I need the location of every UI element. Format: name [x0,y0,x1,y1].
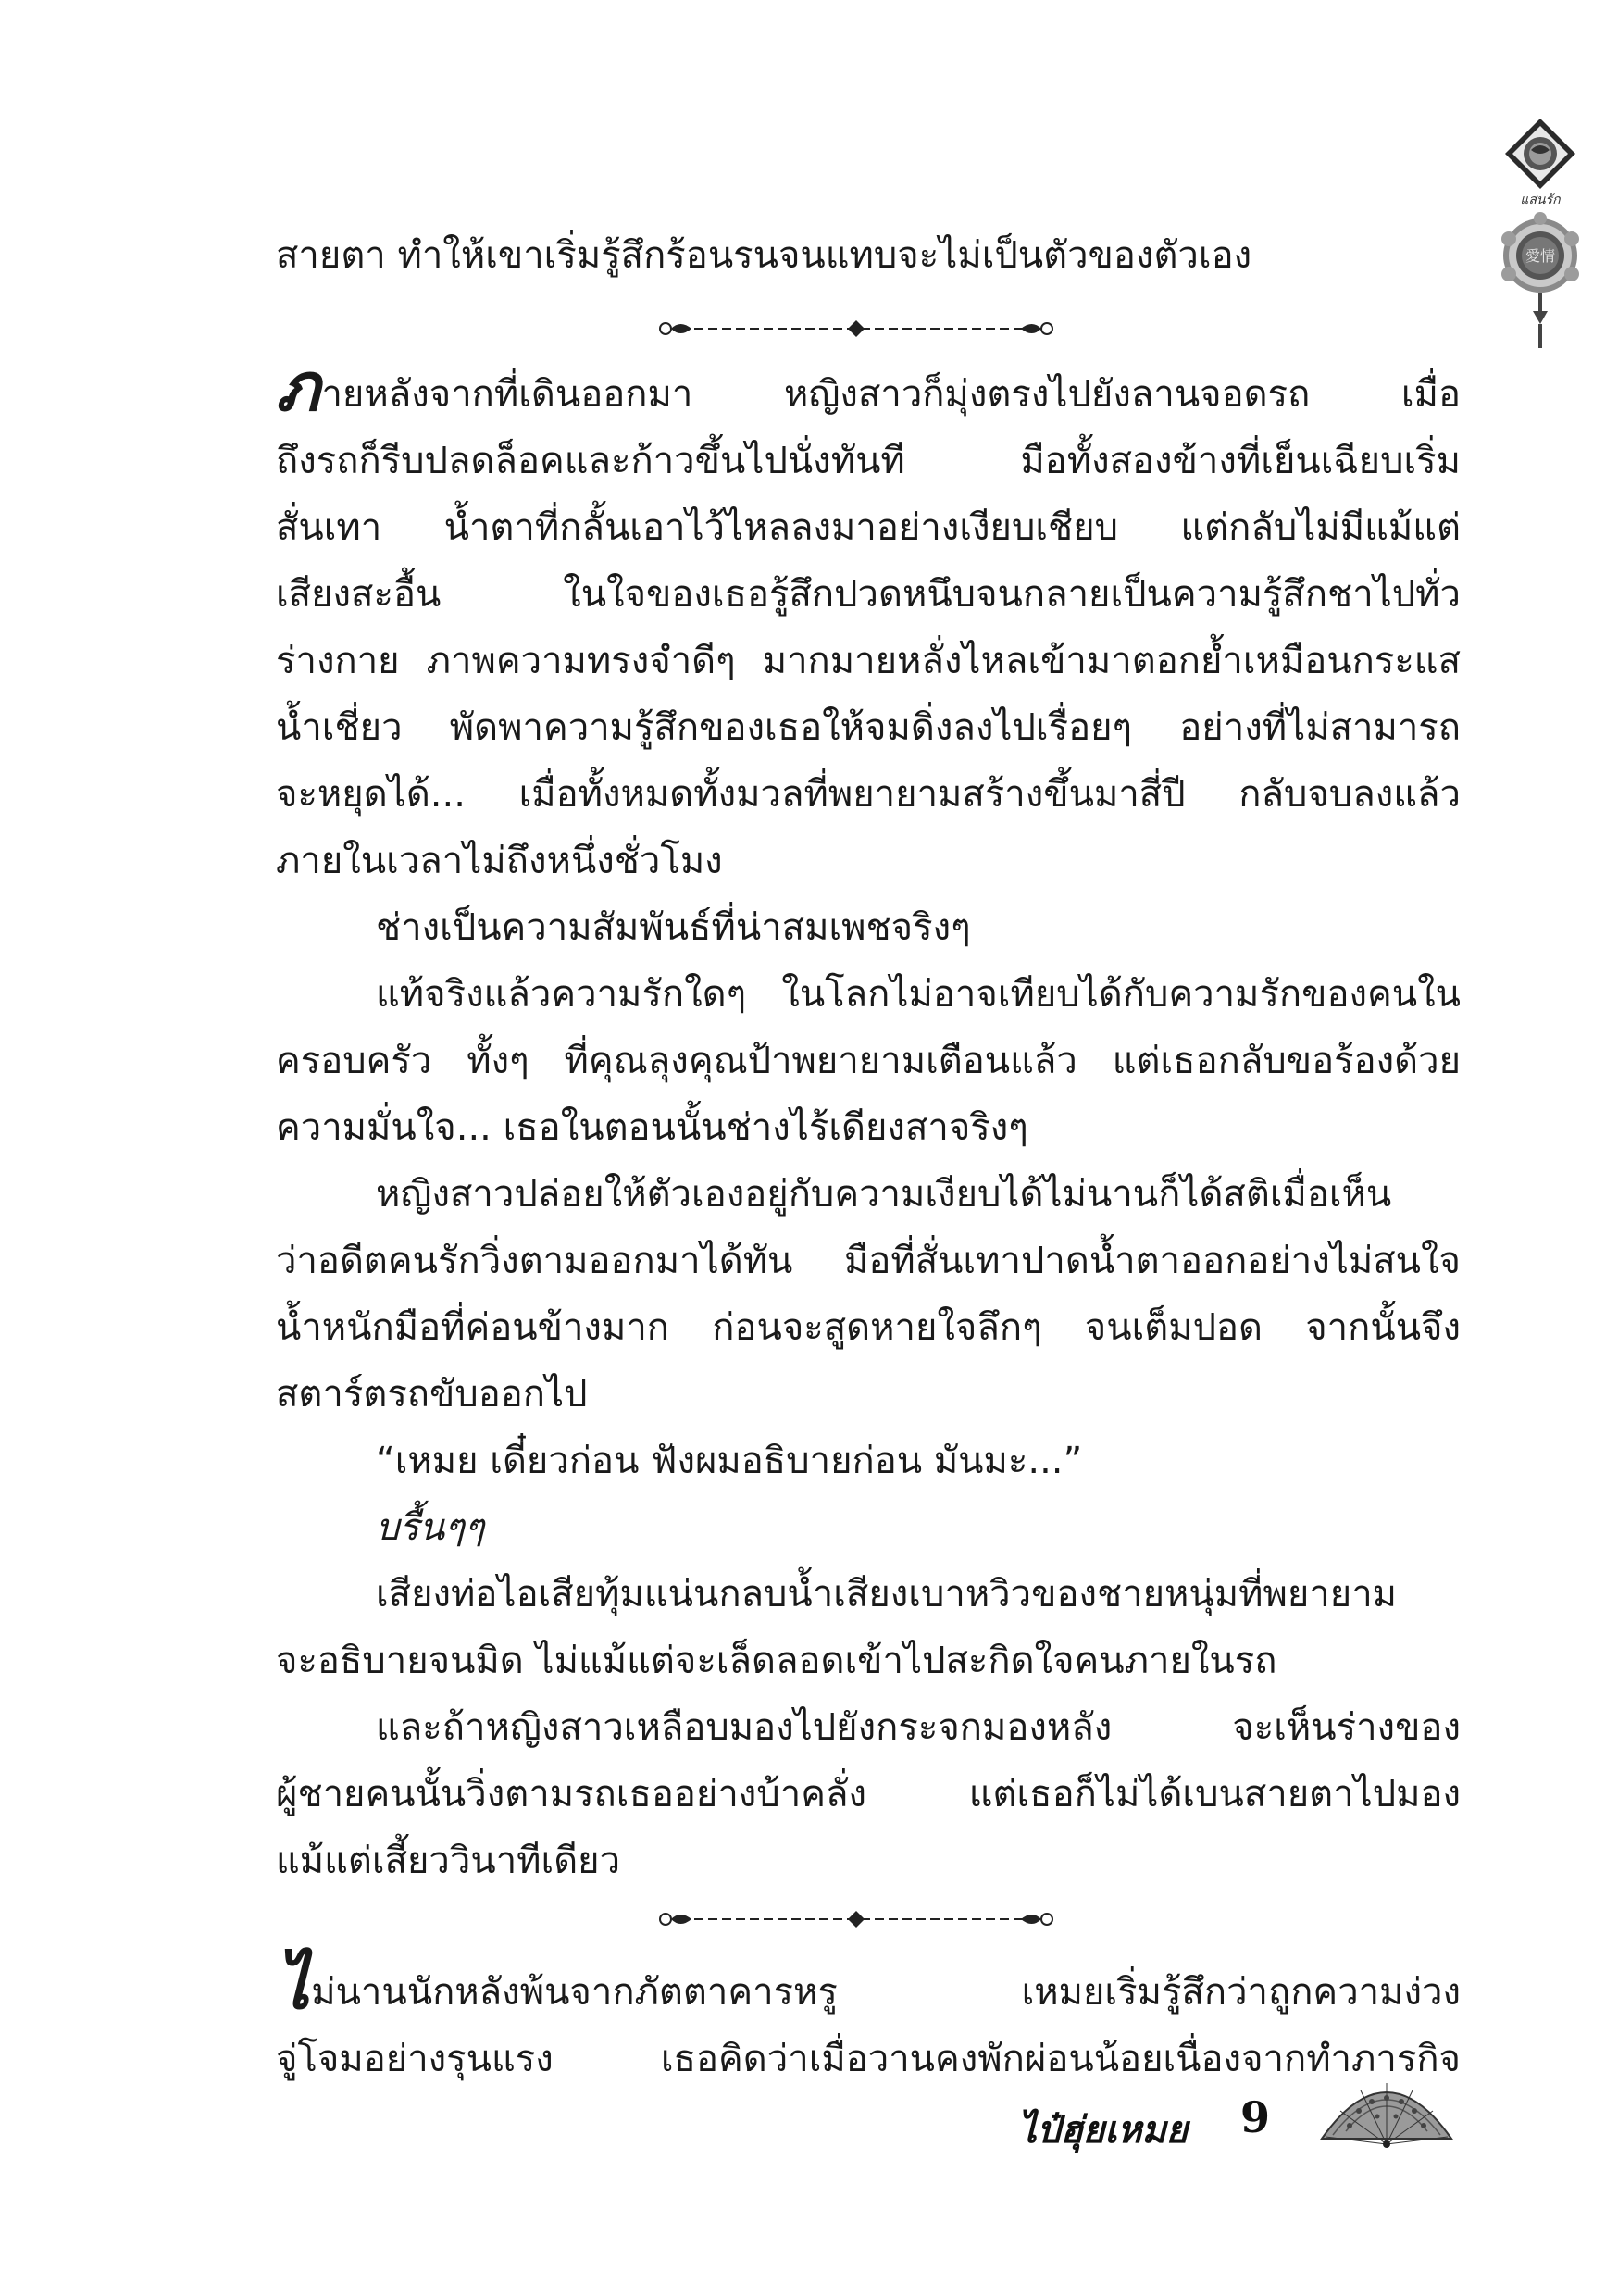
folding-fan-icon [1313,2065,1461,2148]
paragraph-line: ความมั่นใจ... เธอในตอนนั้นช่างไร้เดียงสาจริงๆ [276,1106,1028,1149]
sound-effect-line: บรื้นๆๆ [376,1506,485,1549]
section-divider-ornament [653,1905,1060,1933]
drop-cap-letter: ไ [276,1945,310,2024]
intro-paragraph [276,222,1461,289]
paragraph-line: สตาร์ตรถขับออกไป [276,1373,588,1416]
paragraph-line: ว่าอดีตคนรักวิ่งตามออกมาได้ทัน มือที่สั่นเทาปาดน้ำตาออกอย่างไม่สนใจ [276,1240,1461,1282]
dialogue-line: “เหมย เดี๋ยวก่อน ฟังผมอธิบายก่อน มันมะ...” [376,1440,1083,1482]
paragraph-line: ถึงรถก็รีบปลดล็อคและก้าวขึ้นไปนั่งทันที มือทั้งสองข้างที่เย็นเฉียบเริ่ม [276,440,1461,482]
paragraph-line: เสียงสะอื้น ในใจของเธอรู้สึกปวดหนึบจนกลายเป็นความรู้สึกชาไปทั่ว [276,573,1461,616]
paragraph-line: แม้แต่เสี้ยววินาทีเดียว [276,1840,621,1882]
chapter-section-1 [276,347,1461,1894]
paragraph-line: จะอธิบายจนมิด ไม่แม้แต่จะเล็ดลอดเข้าไปสะกิดใจคนภายในรถ [276,1640,1277,1682]
paragraph-line: สั่นเทา น้ำตาที่กลั้นเอาไว้ไหลลงมาอย่างเงียบเชียบ แต่กลับไม่มีแม้แต่ [276,506,1461,549]
emblem-brand-text: แสนรัก [1520,193,1561,207]
chapter-section-2 [276,1945,1461,2092]
drop-cap-letter: ภ [276,347,320,426]
section-divider-ornament [653,315,1060,343]
paragraph-line: ภายในเวลาไม่ถึงหนึ่งชั่วโมง [276,840,723,882]
paragraph-line: ช่างเป็นความสัมพันธ์ที่น่าสมเพชจริงๆ [376,906,971,949]
publisher-emblem-icon [1498,119,1583,350]
paragraph-line: แท้จริงแล้วความรักใดๆ ในโลกไม่อาจเทียบได้กับความรักของคนใน [376,973,1461,1016]
paragraph-line: ไม่นานนักหลังพ้นจากภัตตาคารหรู เหมยเริ่มรู้สึกว่าถูกความง่วง [276,1945,1461,2024]
paragraph-line: ครอบครัว ทั้งๆ ที่คุณลุงคุณป้าพยายามเตือนแล้ว แต่เธอกลับขอร้องด้วย [276,1040,1461,1082]
paragraph-line: ร่างกาย ภาพความทรงจำดีๆ มากมายหลั่งไหลเข้ามาตอกย้ำเหมือนกระแส [276,640,1461,682]
running-footer-book-title: ไป๋ฮุ่ยเหมย [1018,2108,1189,2152]
paragraph-line: ภายหลังจากที่เดินออกมา หญิงสาวก็มุ่งตรงไปยังลานจอดรถ เมื่อ [276,347,1461,426]
page-number: 9 [1240,2092,1271,2142]
paragraph-line: และถ้าหญิงสาวเหลือบมองไปยังกระจกมองหลัง จะเห็นร่างของ [376,1706,1461,1749]
paragraph-line: น้ำเชี่ยว พัดพาความรู้สึกของเธอให้จมดิ่งลงไปเรื่อยๆ อย่างที่ไม่สามารถ [276,706,1461,749]
paragraph-line: จะหยุดได้... เมื่อทั้งหมดทั้งมวลที่พยายามสร้างขึ้นมาสี่ปี กลับจบลงแล้ว [276,773,1461,816]
paragraph-line: น้ำหนักมือที่ค่อนข้างมาก ก่อนจะสูดหายใจลึกๆ จนเต็มปอด จากนั้นจึง [276,1306,1461,1349]
paragraph-line: ผู้ชายคนนั้นวิ่งตามรถเธออย่างบ้าคลั่ง แต่เธอก็ไม่ได้เบนสายตาไปมอง [276,1773,1461,1816]
intro-line: สายตา ทำให้เขาเริ่มรู้สึกร้อนรนจนแทบจะไม่เป็นตัวของตัวเอง [276,234,1252,277]
paragraph-line: จู่โจมอย่างรุนแรง เธอคิดว่าเมื่อวานคงพักผ่อนน้อยเนื่องจากทำภารกิจ [276,2038,1461,2080]
paragraph-line: เสียงท่อไอเสียทุ้มแน่นกลบน้ำเสียงเบาหวิวของชายหนุ่มที่พยายาม [376,1573,1398,1616]
emblem-seal-text: 愛情 [1525,247,1556,265]
paragraph-line: หญิงสาวปล่อยให้ตัวเองอยู่กับความเงียบได้ไม่นานก็ได้สติเมื่อเห็น [376,1173,1392,1216]
